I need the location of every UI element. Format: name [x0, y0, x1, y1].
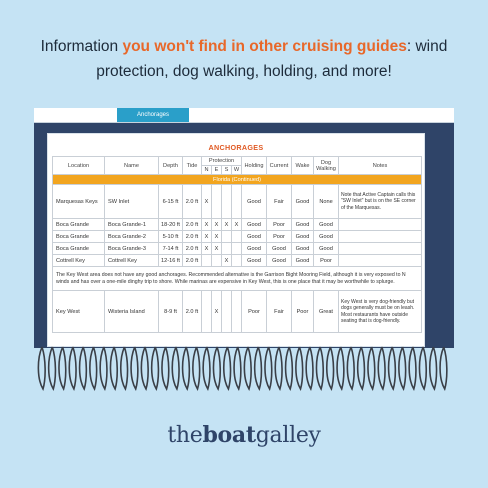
- binding-ring: [347, 347, 354, 389]
- cell-e: X: [212, 219, 222, 231]
- cell-name: Cottrell Key: [105, 255, 159, 267]
- cell-n: X: [202, 219, 212, 231]
- cell-s: [222, 185, 232, 219]
- cell-notes: [339, 219, 422, 231]
- brand-logo: [0, 422, 488, 448]
- cell-e: [212, 185, 222, 219]
- cell-n: X: [202, 243, 212, 255]
- binding-ring: [100, 347, 107, 389]
- table-row: [53, 185, 422, 219]
- col-w: W: [232, 166, 242, 175]
- cell-e: X: [212, 243, 222, 255]
- binding-ring: [440, 347, 447, 389]
- cell-location: Boca Grande: [53, 219, 105, 231]
- binding-ring: [430, 347, 437, 389]
- cell-holding: Good: [242, 255, 267, 267]
- binding-ring: [183, 347, 190, 389]
- cell-notes: [339, 231, 422, 243]
- cell-name: Boca Grande-1: [105, 219, 159, 231]
- cell-e: X: [212, 231, 222, 243]
- cell-notes: [339, 243, 422, 255]
- binding-ring: [286, 347, 293, 389]
- brand-part-3: galley: [255, 423, 321, 448]
- cell-n: [202, 291, 212, 333]
- binding-ring: [399, 347, 406, 389]
- cell-tide: 2.0 ft: [183, 231, 202, 243]
- cell-holding: Good: [242, 219, 267, 231]
- cell-s: [222, 243, 232, 255]
- cell-dog: Good: [314, 231, 339, 243]
- col-name: Name: [105, 157, 159, 175]
- cell-wake: Good: [292, 231, 314, 243]
- cell-dog: Good: [314, 243, 339, 255]
- table-row: [53, 243, 422, 255]
- cell-current: Good: [267, 255, 292, 267]
- cell-e: [212, 255, 222, 267]
- cell-dog: Good: [314, 219, 339, 231]
- binding-ring: [90, 347, 97, 389]
- cell-s: X: [222, 255, 232, 267]
- binding-ring: [389, 347, 396, 389]
- tab-strip: [34, 108, 454, 123]
- section-header: Florida (Continued): [53, 175, 422, 185]
- key-west-note: The Key West area does not have any good anchorages. Recommended alternative is the Garrison Bight Mooring Field, although it is very exposed to N winds and has over a one-mile dinghy trip to shore. While marinas are expensive in Key West, this is one place that it may be worthwhile to splurge.: [53, 267, 422, 291]
- col-current: Current: [267, 157, 292, 175]
- binding-ring: [38, 347, 45, 389]
- col-location: Location: [53, 157, 105, 175]
- headline-line-2: protection, dog walking, holding, and more!: [96, 63, 392, 80]
- brand-part-2: boat: [202, 422, 256, 448]
- binding-ring: [80, 347, 87, 389]
- col-dog-walking: Dog Walking: [314, 157, 339, 175]
- table-row: [53, 291, 422, 333]
- cell-holding: Good: [242, 185, 267, 219]
- guide-book: [34, 108, 454, 348]
- cell-tide: 2.0 ft: [183, 243, 202, 255]
- tab-anchorages[interactable]: Anchorages: [117, 108, 189, 122]
- headline-accent: you won't find in other cruising guides: [122, 38, 407, 55]
- binding-ring: [244, 347, 251, 389]
- headline: [10, 34, 478, 84]
- cell-s: X: [222, 219, 232, 231]
- binding-ring: [203, 347, 210, 389]
- cell-current: Fair: [267, 185, 292, 219]
- binding-ring: [378, 347, 385, 389]
- cell-holding: Poor: [242, 291, 267, 333]
- cell-name: Wisteria Island: [105, 291, 159, 333]
- col-depth: Depth: [159, 157, 183, 175]
- cell-tide: 2.0 ft: [183, 219, 202, 231]
- cell-wake: Good: [292, 243, 314, 255]
- cell-tide: 2.0 ft: [183, 185, 202, 219]
- cell-name: Boca Grande-3: [105, 243, 159, 255]
- binding-ring: [368, 347, 375, 389]
- cell-depth: 5-10 ft: [159, 231, 183, 243]
- cell-depth: 18-20 ft: [159, 219, 183, 231]
- anchorages-table: [52, 156, 422, 333]
- brand-part-1: the: [167, 423, 203, 448]
- cell-depth: 8-9 ft: [159, 291, 183, 333]
- col-s: S: [222, 166, 232, 175]
- headline-text-end: : wind: [406, 38, 448, 55]
- table-row: [53, 219, 422, 231]
- cell-holding: Good: [242, 231, 267, 243]
- cell-location: Boca Grande: [53, 231, 105, 243]
- table-row: [53, 231, 422, 243]
- cell-depth: 7-14 ft: [159, 243, 183, 255]
- cell-current: Fair: [267, 291, 292, 333]
- cell-depth: 6-15 ft: [159, 185, 183, 219]
- cell-current: Poor: [267, 231, 292, 243]
- binding-ring: [409, 347, 416, 389]
- binding-ring: [419, 347, 426, 389]
- binding-ring: [59, 347, 66, 389]
- binding-ring: [152, 347, 159, 389]
- book-page: [47, 133, 425, 347]
- cell-tide: 2.0 ft: [183, 291, 202, 333]
- col-protection: Protection: [202, 157, 242, 166]
- binding-ring: [172, 347, 179, 389]
- cell-name: Boca Grande-2: [105, 231, 159, 243]
- binding-ring: [275, 347, 282, 389]
- binding-ring: [213, 347, 220, 389]
- binding-ring: [255, 347, 262, 389]
- page-title: ANCHORAGES: [208, 143, 264, 152]
- cell-depth: 12-16 ft: [159, 255, 183, 267]
- binding-ring: [141, 347, 148, 389]
- cell-w: [232, 185, 242, 219]
- cell-s: [222, 231, 232, 243]
- cell-current: Good: [267, 243, 292, 255]
- binding-ring: [224, 347, 231, 389]
- spiral-binding: [34, 345, 454, 395]
- binding-ring: [306, 347, 313, 389]
- cell-w: [232, 231, 242, 243]
- binding-ring: [337, 347, 344, 389]
- col-holding: Holding: [242, 157, 267, 175]
- col-e: E: [212, 166, 222, 175]
- binding-ring: [121, 347, 128, 389]
- table-row-note: [53, 267, 422, 291]
- binding-ring: [316, 347, 323, 389]
- binding-ring: [234, 347, 241, 389]
- cell-n: [202, 255, 212, 267]
- cell-wake: Poor: [292, 291, 314, 333]
- cell-n: X: [202, 185, 212, 219]
- col-wake: Wake: [292, 157, 314, 175]
- cell-current: Poor: [267, 219, 292, 231]
- cell-location: Marquesas Keys: [53, 185, 105, 219]
- cell-s: [222, 291, 232, 333]
- cell-w: [232, 255, 242, 267]
- cell-wake: Good: [292, 185, 314, 219]
- cell-w: X: [232, 219, 242, 231]
- cell-location: Cottrell Key: [53, 255, 105, 267]
- cell-wake: Good: [292, 255, 314, 267]
- cell-dog: Poor: [314, 255, 339, 267]
- cell-location: Key West: [53, 291, 105, 333]
- binding-ring: [131, 347, 138, 389]
- binding-ring: [110, 347, 117, 389]
- cell-e: X: [212, 291, 222, 333]
- binding-ring: [49, 347, 56, 389]
- cell-tide: 2.0 ft: [183, 255, 202, 267]
- binding-ring: [358, 347, 365, 389]
- book-cover: [34, 123, 454, 348]
- col-n: N: [202, 166, 212, 175]
- col-tide: Tide: [183, 157, 202, 175]
- binding-ring: [327, 347, 334, 389]
- cell-notes: Note that Active Captain calls this "SW Inlet" but is on the SE corner of the Marquesas.: [339, 185, 422, 219]
- binding-ring: [296, 347, 303, 389]
- cell-name: SW Inlet: [105, 185, 159, 219]
- cell-location: Boca Grande: [53, 243, 105, 255]
- binding-ring: [265, 347, 272, 389]
- cell-w: [232, 291, 242, 333]
- table-row: [53, 255, 422, 267]
- headline-line-1: [10, 34, 478, 59]
- cell-holding: Good: [242, 243, 267, 255]
- cell-wake: Good: [292, 219, 314, 231]
- binding-ring: [193, 347, 200, 389]
- cell-w: [232, 243, 242, 255]
- cell-notes: [339, 255, 422, 267]
- cell-dog: Great: [314, 291, 339, 333]
- binding-ring: [162, 347, 169, 389]
- cell-dog: None: [314, 185, 339, 219]
- cell-notes: Key West is very dog-friendly but dogs generally must be on leash. Most restaurants have outside seating that is dog-friendly.: [339, 291, 422, 333]
- headline-text: Information: [40, 38, 123, 55]
- col-notes: Notes: [339, 157, 422, 175]
- cell-n: X: [202, 231, 212, 243]
- binding-ring: [69, 347, 76, 389]
